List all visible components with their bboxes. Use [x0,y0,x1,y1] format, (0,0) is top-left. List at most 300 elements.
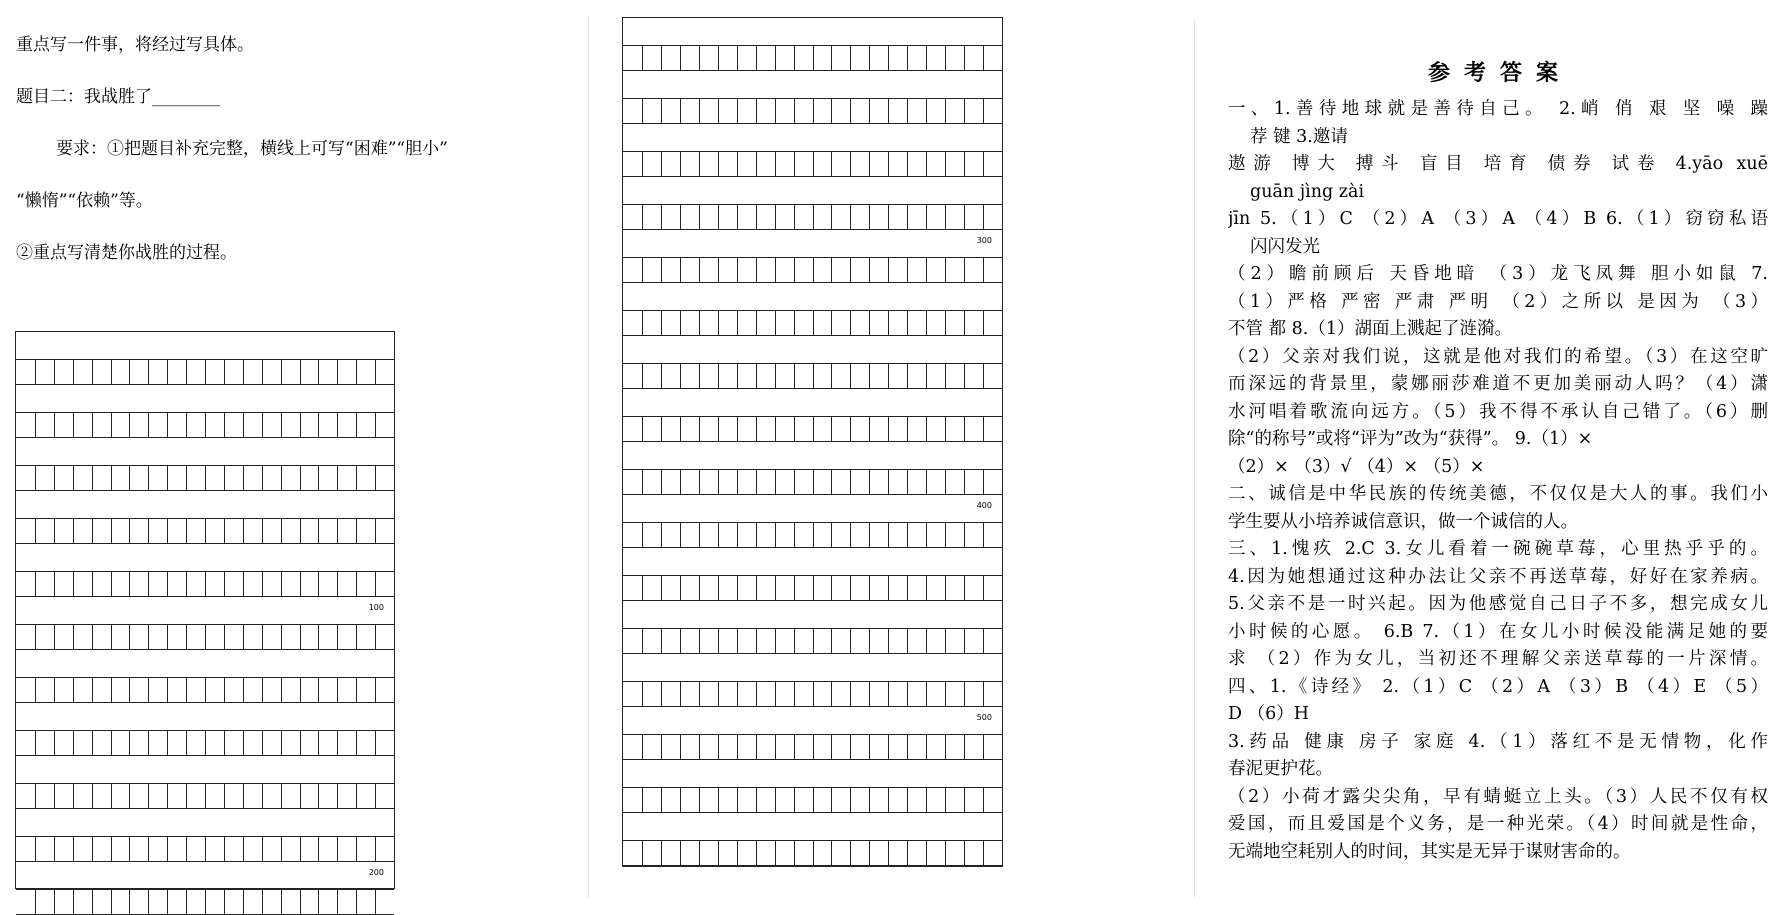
grid-cell-divider [926,99,927,123]
grid-cell-divider [129,413,130,437]
grid-cell-divider [148,625,149,649]
grid-cell-divider [737,46,738,70]
grid-cell-divider [318,519,319,543]
grid-cell-divider [92,731,93,755]
grid-cell-divider [642,576,643,600]
grid-row [623,787,1002,813]
grid-cell-divider [337,360,338,384]
grid-cell-divider [54,731,55,755]
grid-cell-divider [964,576,965,600]
grid-cell-divider [737,205,738,229]
grid-cell-divider [926,46,927,70]
grid-cell-divider [92,413,93,437]
grid-cell-divider [775,152,776,176]
grid-cell-divider [129,519,130,543]
grid-cell-divider [73,572,74,596]
grid-cell-divider [718,788,719,812]
grid-cell-divider [661,576,662,600]
grid-cell-divider [680,311,681,335]
grid-cell-divider [300,625,301,649]
grid-cell-divider [869,788,870,812]
grid-cell-divider [983,258,984,282]
grid-cell-divider [281,784,282,808]
answer-line: （2）小荷才露尖尖角，早有蜻蜓立上头。（3）人民不仅有权 [1228,786,1768,807]
grid-cell-divider [699,682,700,706]
grid-cell-divider [356,731,357,755]
grid-cell-divider [964,205,965,229]
answer-line: 无端地空耗别人的时间，其实是无异于谋财害命的。 [1228,841,1631,862]
grid-cell-divider [661,470,662,494]
grid-cell-divider [794,841,795,865]
grid-cell-divider [850,417,851,441]
grid-cell-divider [73,678,74,702]
grid-cell-divider [111,625,112,649]
grid-cell-divider [737,258,738,282]
grid-cell-divider [375,360,376,384]
grid-cell-divider [300,731,301,755]
grid-cell-divider [869,417,870,441]
grid-cell-divider [205,678,206,702]
grid-cell-divider [964,470,965,494]
grid-cell-divider [775,841,776,865]
grid-cell-divider [907,470,908,494]
grid-cell-divider [129,678,130,702]
grid-cell-divider [356,678,357,702]
grid-cell-divider [945,629,946,653]
grid-cell-divider [356,360,357,384]
grid-cell-divider [737,682,738,706]
grid-cell-divider [794,152,795,176]
grid-cell-divider [186,625,187,649]
grid-cell-divider [813,682,814,706]
grid-cell-divider [831,364,832,388]
answer-line: 四、1.《诗经》 2.（1）C （2）A （3）B （4）E （5） [1228,676,1768,697]
grid-cell-divider [243,890,244,914]
grid-cell-divider [281,413,282,437]
grid-cell-divider [775,523,776,547]
grid-cell-divider [642,258,643,282]
grid-cell-divider [92,360,93,384]
grid-cell-divider [888,523,889,547]
grid-cell-divider [680,735,681,759]
grid-cell-divider [775,46,776,70]
answer-line: （2）× （3）√ （4）× （5）× [1228,456,1485,477]
grid-cell-divider [243,519,244,543]
grid-cell-divider [907,523,908,547]
grid-cell-divider [964,364,965,388]
grid-cell-divider [718,682,719,706]
grid-cell-divider [73,360,74,384]
grid-cell-divider [964,841,965,865]
grid-cell-divider [148,837,149,861]
grid-cell-divider [281,731,282,755]
grid-cell-divider [111,890,112,914]
grid-cell-divider [926,258,927,282]
grid-cell-divider [356,413,357,437]
grid-cell-divider [964,152,965,176]
grid-row [623,310,1002,336]
grid-cell-divider [718,46,719,70]
word-count-mark: 300 [976,236,992,245]
grid-cell-divider [35,625,36,649]
answer-line: guān jìng zài [1250,181,1365,202]
grid-cell-divider [888,841,889,865]
grid-cell-divider [869,629,870,653]
grid-cell-divider [167,837,168,861]
grid-cell-divider [869,152,870,176]
grid-cell-divider [926,523,927,547]
grid-cell-divider [642,629,643,653]
grid-cell-divider [964,417,965,441]
grid-cell-divider [850,364,851,388]
grid-row [623,151,1002,177]
grid-cell-divider [262,731,263,755]
grid-cell-divider [54,466,55,490]
grid-cell-divider [111,837,112,861]
grid-cell-divider [73,466,74,490]
grid-row [16,624,394,650]
answer-title: 参考答案 [1427,60,1572,86]
grid-cell-divider [356,890,357,914]
grid-cell-divider [907,311,908,335]
grid-cell-divider [813,629,814,653]
grid-cell-divider [73,837,74,861]
grid-cell-divider [243,466,244,490]
grid-cell-divider [775,364,776,388]
grid-cell-divider [300,360,301,384]
requirement-line-2: “懒惰”“依赖”等。 [16,191,153,211]
grid-cell-divider [224,731,225,755]
grid-cell-divider [243,837,244,861]
grid-cell-divider [699,735,700,759]
grid-cell-divider [73,413,74,437]
grid-cell-divider [964,311,965,335]
grid-cell-divider [907,841,908,865]
grid-cell-divider [983,735,984,759]
grid-cell-divider [983,152,984,176]
grid-cell-divider [54,413,55,437]
grid-cell-divider [718,152,719,176]
grid-cell-divider [813,841,814,865]
answer-line: 5.父亲不是一时兴起。因为他感觉自己日子不多，想完成女儿 [1228,594,1768,614]
grid-cell-divider [983,470,984,494]
grid-row [16,359,394,385]
grid-cell-divider [356,466,357,490]
grid-cell-divider [281,519,282,543]
grid-cell-divider [186,519,187,543]
answer-line: 4.因为她想通过这种办法让父亲不再送草莓，好好在家养病。 [1228,566,1768,587]
grid-cell-divider [680,841,681,865]
grid-cell-divider [983,629,984,653]
grid-cell-divider [205,466,206,490]
grid-cell-divider [205,731,206,755]
grid-cell-divider [699,417,700,441]
answer-line: D （6）H [1228,704,1309,724]
grid-cell-divider [869,682,870,706]
grid-cell-divider [718,523,719,547]
grid-cell-divider [642,417,643,441]
grid-cell-divider [945,258,946,282]
grid-cell-divider [129,625,130,649]
grid-cell-divider [680,576,681,600]
grid-cell-divider [945,470,946,494]
grid-cell-divider [356,784,357,808]
grid-cell-divider [54,678,55,702]
grid-cell-divider [318,890,319,914]
grid-cell-divider [375,731,376,755]
grid-cell-divider [756,46,757,70]
grid-cell-divider [756,788,757,812]
grid-cell-divider [775,735,776,759]
grid-cell-divider [224,890,225,914]
grid-cell-divider [907,788,908,812]
grid-cell-divider [186,837,187,861]
grid-row [16,783,394,809]
grid-cell-divider [300,678,301,702]
grid-cell-divider [850,46,851,70]
grid-cell-divider [680,364,681,388]
grid-cell-divider [205,572,206,596]
grid-row [623,45,1002,71]
grid-cell-divider [831,258,832,282]
grid-cell-divider [756,470,757,494]
grid-cell-divider [756,576,757,600]
grid-cell-divider [983,788,984,812]
grid-cell-divider [869,841,870,865]
grid-cell-divider [737,470,738,494]
grid-cell-divider [281,572,282,596]
grid-cell-divider [831,46,832,70]
grid-cell-divider [813,99,814,123]
answer-line: 遨游 博大 搏斗 盲目 培育 债券 试卷 4.yāo xuē [1228,154,1768,174]
grid-cell-divider [262,784,263,808]
grid-cell-divider [964,99,965,123]
grid-cell-divider [737,576,738,600]
grid-cell-divider [661,735,662,759]
grid-cell-divider [337,784,338,808]
grid-cell-divider [167,466,168,490]
grid-cell-divider [54,890,55,914]
grid-cell-divider [756,523,757,547]
grid-cell-divider [831,841,832,865]
grid-cell-divider [831,788,832,812]
grid-cell-divider [186,784,187,808]
grid-cell-divider [642,205,643,229]
grid-cell-divider [699,46,700,70]
answer-line: 水河唱着歌流向远方。（5）我不得不承认自己错了。（6）删 [1228,401,1768,422]
grid-cell-divider [262,890,263,914]
grid-row [623,628,1002,654]
grid-cell-divider [243,572,244,596]
grid-cell-divider [167,413,168,437]
grid-cell-divider [148,890,149,914]
grid-cell-divider [167,731,168,755]
grid-cell-divider [794,682,795,706]
grid-cell-divider [756,629,757,653]
grid-cell-divider [888,258,889,282]
grid-cell-divider [186,572,187,596]
grid-cell-divider [35,837,36,861]
grid-cell-divider [926,311,927,335]
grid-cell-divider [794,258,795,282]
grid-cell-divider [813,205,814,229]
grid-cell-divider [926,629,927,653]
answer-line: 闪闪发光 [1250,236,1320,257]
grid-cell-divider [907,576,908,600]
grid-cell-divider [813,470,814,494]
grid-cell-divider [337,519,338,543]
grid-cell-divider [205,519,206,543]
grid-cell-divider [831,682,832,706]
grid-cell-divider [756,311,757,335]
grid-cell-divider [680,682,681,706]
grid-cell-divider [850,311,851,335]
grid-cell-divider [205,625,206,649]
grid-cell-divider [642,788,643,812]
grid-cell-divider [148,519,149,543]
grid-cell-divider [337,678,338,702]
grid-cell-divider [318,784,319,808]
grid-cell-divider [92,519,93,543]
grid-cell-divider [945,205,946,229]
grid-cell-divider [186,360,187,384]
grid-cell-divider [281,890,282,914]
grid-cell-divider [775,258,776,282]
answer-line: 荐 键 3.邀请 [1250,126,1348,147]
grid-cell-divider [888,46,889,70]
grid-cell-divider [224,413,225,437]
grid-cell-divider [337,890,338,914]
grid-cell-divider [718,311,719,335]
grid-cell-divider [318,413,319,437]
grid-cell-divider [318,466,319,490]
grid-cell-divider [129,572,130,596]
grid-cell-divider [661,46,662,70]
grid-row [623,840,1002,866]
grid-cell-divider [318,731,319,755]
grid-cell-divider [945,99,946,123]
answer-line: 3.药品 健康 房子 家庭 4.（1）落红不是无情物，化作 [1228,731,1768,752]
grid-cell-divider [92,625,93,649]
answer-line: 而深远的背景里，蒙娜丽莎难道不更加美丽动人吗？（4）潇 [1228,374,1768,394]
grid-cell-divider [148,413,149,437]
grid-cell-divider [642,364,643,388]
grid-cell-divider [813,152,814,176]
answer-line: 一、1.善待地球就是善待自己。 2.峭 俏 艰 坚 噪 躁 [1228,99,1768,119]
grid-cell-divider [983,99,984,123]
answer-line: 二、诚信是中华民族的传统美德，不仅仅是大人的事。我们小 [1228,484,1768,504]
title-blank: ________ [152,87,220,107]
grid-cell-divider [318,625,319,649]
answer-body [1228,96,1768,866]
grid-cell-divider [718,417,719,441]
grid-cell-divider [205,890,206,914]
grid-row [623,734,1002,760]
grid-cell-divider [907,258,908,282]
grid-cell-divider [813,46,814,70]
grid-cell-divider [92,837,93,861]
grid-cell-divider [964,46,965,70]
grid-cell-divider [813,311,814,335]
grid-cell-divider [661,682,662,706]
grid-cell-divider [205,360,206,384]
grid-cell-divider [945,152,946,176]
grid-cell-divider [243,784,244,808]
grid-cell-divider [92,784,93,808]
grid-cell-divider [831,99,832,123]
grid-cell-divider [337,466,338,490]
grid-cell-divider [699,629,700,653]
prompt-title-2 [16,87,220,107]
grid-cell-divider [831,205,832,229]
grid-cell-divider [718,841,719,865]
grid-cell-divider [300,572,301,596]
grid-cell-divider [661,417,662,441]
grid-cell-divider [964,629,965,653]
grid-cell-divider [775,788,776,812]
grid-cell-divider [167,519,168,543]
grid-cell-divider [756,841,757,865]
grid-cell-divider [813,364,814,388]
grid-cell-divider [680,523,681,547]
grid-cell-divider [661,788,662,812]
grid-cell-divider [375,784,376,808]
grid-cell-divider [964,735,965,759]
grid-cell-divider [850,576,851,600]
grid-cell-divider [642,99,643,123]
grid-row [16,677,394,703]
grid-cell-divider [907,629,908,653]
grid-cell-divider [926,364,927,388]
grid-cell-divider [794,364,795,388]
word-count-mark: 200 [368,868,384,877]
grid-cell-divider [831,470,832,494]
grid-cell-divider [111,572,112,596]
grid-cell-divider [794,46,795,70]
grid-cell-divider [737,788,738,812]
grid-cell-divider [850,258,851,282]
grid-cell-divider [111,731,112,755]
grid-cell-divider [281,837,282,861]
grid-cell-divider [850,99,851,123]
grid-cell-divider [850,735,851,759]
grid-cell-divider [699,311,700,335]
grid-cell-divider [983,682,984,706]
grid-cell-divider [926,788,927,812]
grid-cell-divider [111,784,112,808]
grid-cell-divider [850,788,851,812]
grid-cell-divider [737,629,738,653]
grid-cell-divider [699,152,700,176]
grid-cell-divider [699,205,700,229]
grid-cell-divider [775,470,776,494]
grid-row [16,730,394,756]
grid-cell-divider [148,678,149,702]
grid-cell-divider [356,625,357,649]
grid-cell-divider [642,46,643,70]
grid-cell-divider [262,519,263,543]
grid-cell-divider [680,46,681,70]
grid-cell-divider [186,731,187,755]
answer-line: jīn 5.（1）C （2）A （3）A （4）B 6.（1）窃窃私语 [1228,209,1768,229]
grid-cell-divider [35,890,36,914]
grid-cell-divider [35,466,36,490]
grid-cell-divider [243,360,244,384]
grid-cell-divider [186,678,187,702]
answer-line: （2）瞻前顾后 天昏地暗 （3）龙飞凤舞 胆小如鼠 7. [1228,264,1768,284]
grid-cell-divider [869,735,870,759]
grid-row [623,98,1002,124]
